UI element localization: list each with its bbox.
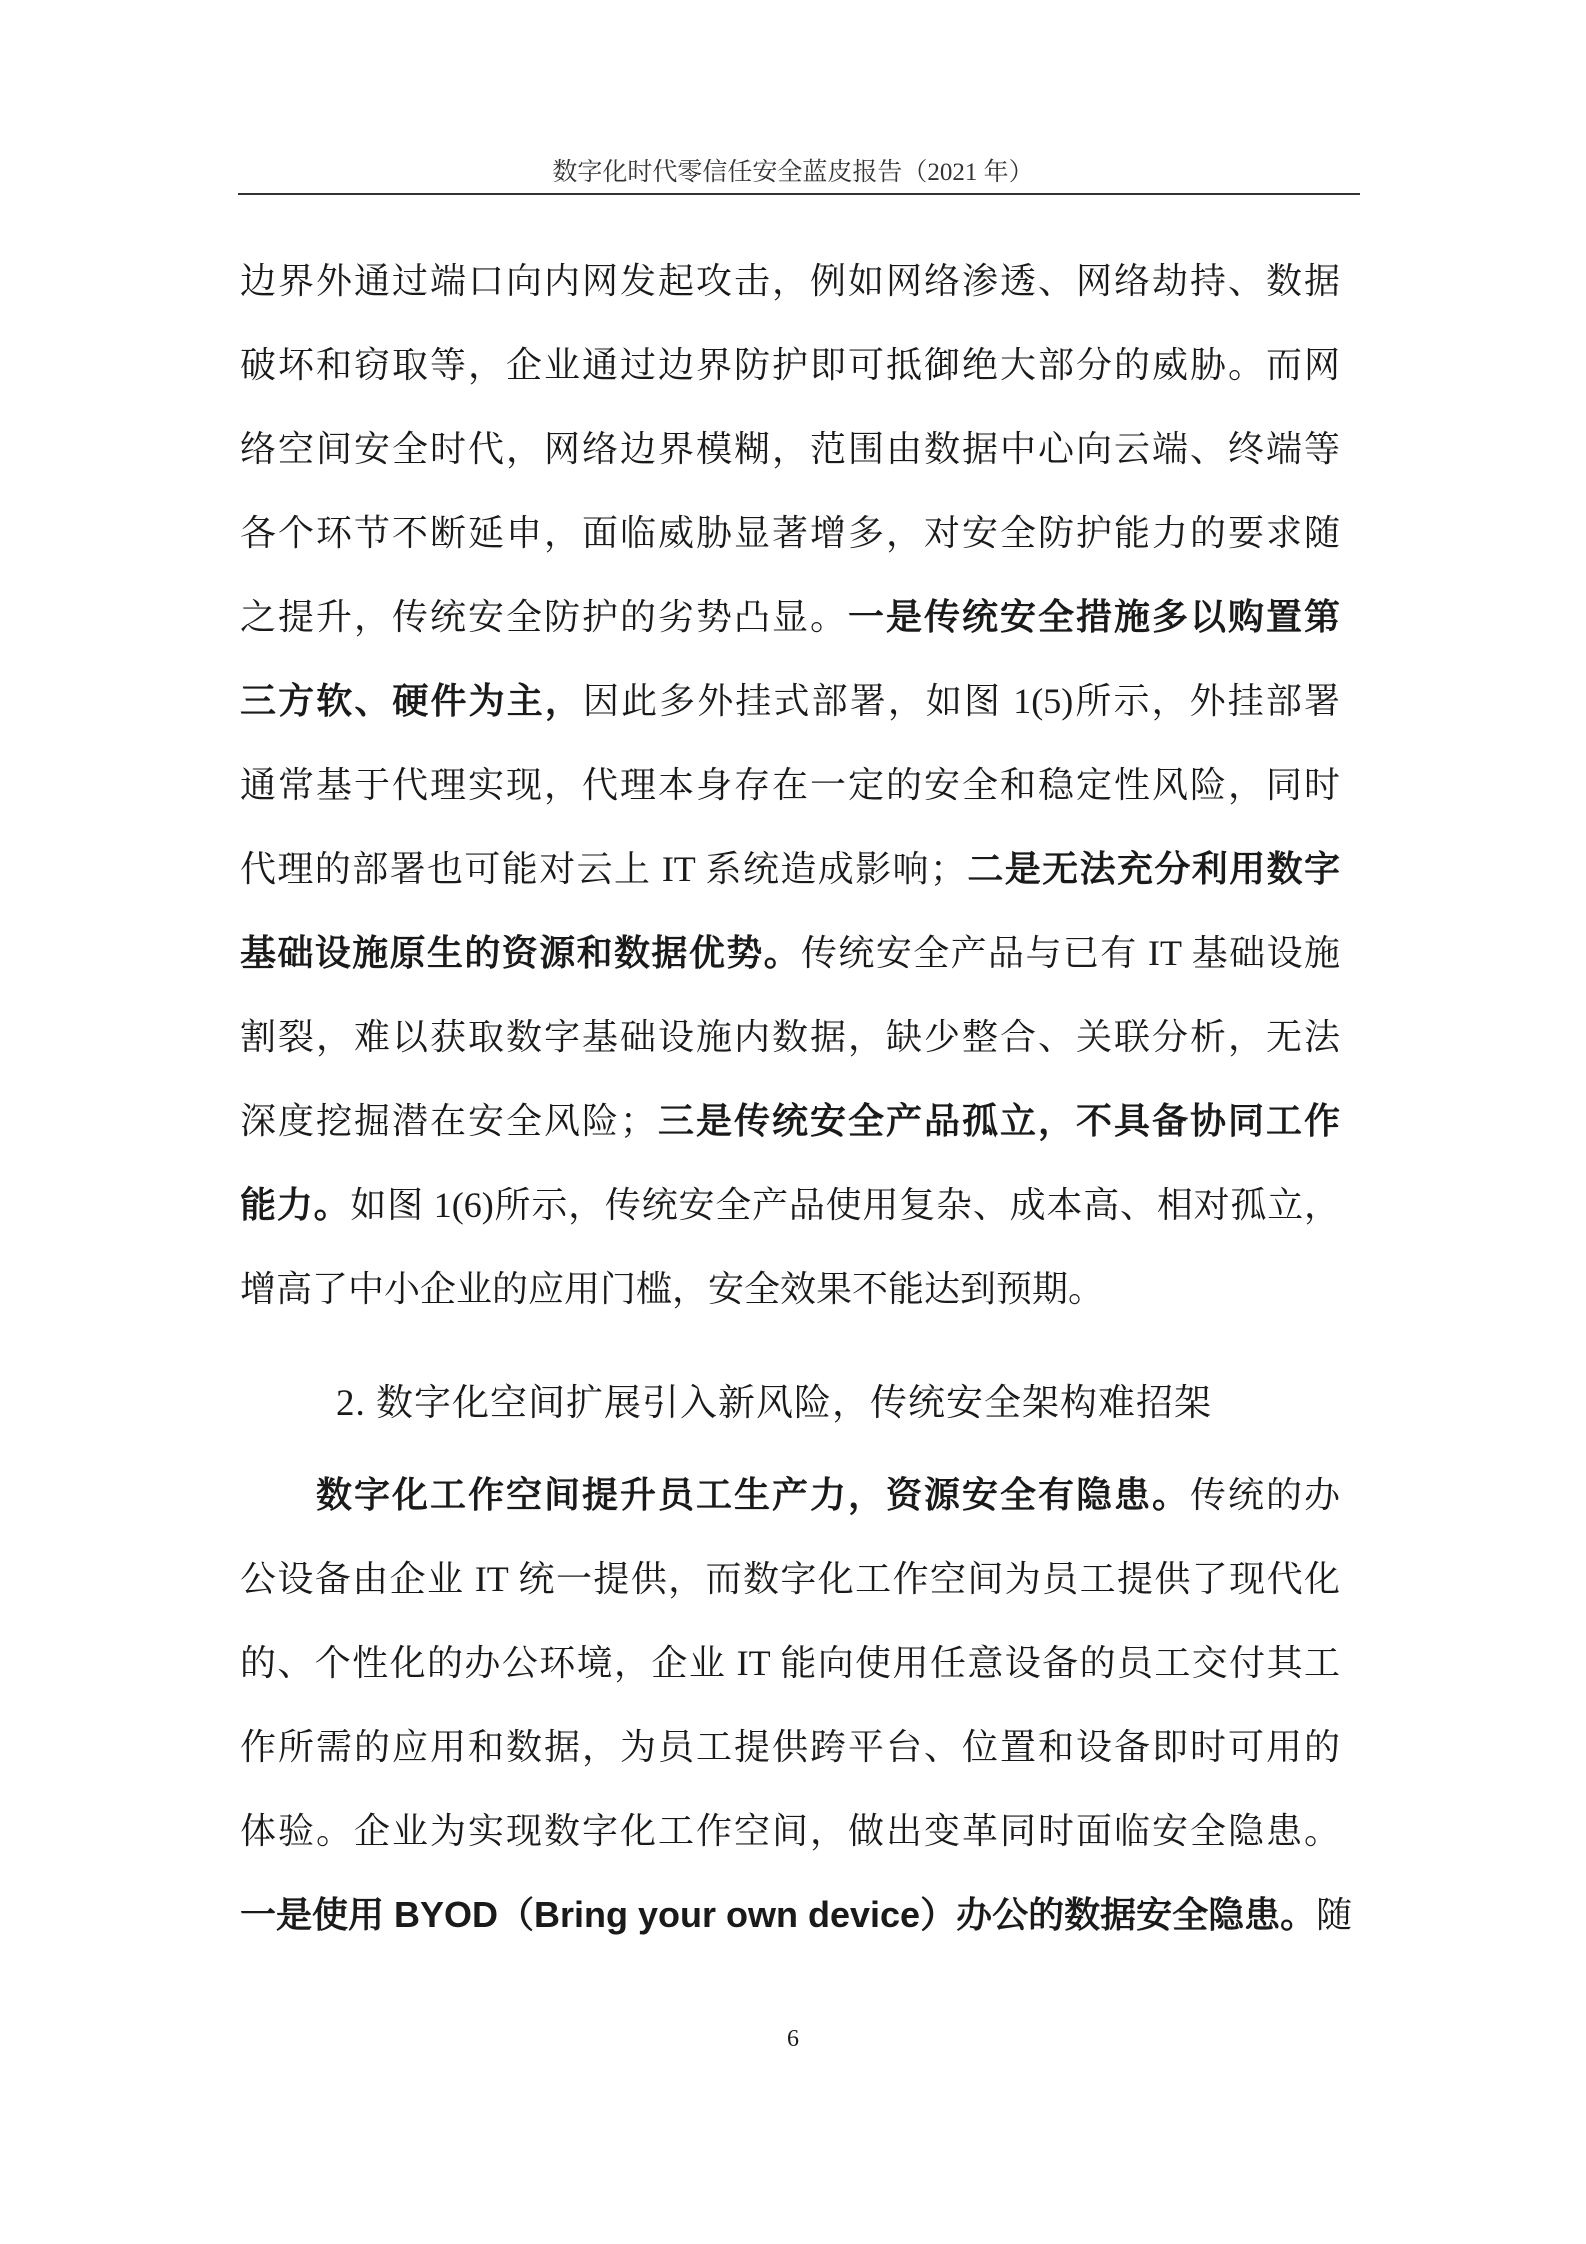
body-text: 深度挖掘潜在安全风险； — [240, 1101, 656, 1141]
text-line — [240, 1621, 1340, 1705]
text-line — [240, 491, 1340, 575]
bold-text: 三方软、硬件为主， — [240, 680, 583, 721]
text-line — [240, 1163, 1340, 1247]
body-text: 代理的部署也可能对云上 IT 系统造成影响； — [240, 849, 966, 889]
body-text: 通常基于代理实现，代理本身存在一定的安全和稳定性风险，同时 — [240, 765, 1340, 805]
page-number: 6 — [787, 2026, 799, 2052]
text-line — [240, 407, 1340, 491]
body-text: 增高了中小企业的应用门槛，安全效果不能达到预期。 — [240, 1269, 1105, 1309]
text-line — [240, 743, 1340, 827]
text-line — [240, 1453, 1340, 1537]
body-text: 如图 1(6)所示，传统安全产品使用复杂、成本高、相对孤立， — [350, 1185, 1340, 1225]
text-line — [240, 1789, 1340, 1873]
running-header: 数字化时代零信任安全蓝皮报告（2021 年） — [552, 159, 1034, 186]
text-line — [240, 1873, 1353, 1957]
bold-text: 二是无法充分利用数字 — [965, 848, 1340, 889]
text-line — [240, 1705, 1340, 1789]
text-line — [240, 659, 1340, 743]
bold-text: 数字化工作空间提升员工生产力，资源安全有隐患。 — [316, 1474, 1190, 1515]
text-line — [240, 827, 1340, 911]
body-text: 体验。企业为实现数字化工作空间，做出变革同时面临安全隐患。 — [240, 1811, 1340, 1851]
body-text: 的、个性化的办公环境，企业 IT 能向使用任意设备的员工交付其工 — [240, 1643, 1340, 1683]
text-line — [240, 1247, 1340, 1331]
header-divider — [238, 193, 1360, 195]
paragraph-1 — [240, 239, 1340, 1331]
bold-text: 基础设施原生的资源和数据优势。 — [240, 932, 802, 973]
text-line — [240, 323, 1340, 407]
body-text: 络空间安全时代，网络边界模糊，范围由数据中心向云端、终端等 — [240, 429, 1340, 469]
body-text: 边界外通过端口向内网发起攻击，例如网络渗透、网络劫持、数据 — [240, 261, 1340, 301]
text-line — [240, 1537, 1340, 1621]
body-text: 之提升，传统安全防护的劣势凸显。 — [240, 597, 848, 637]
bold-text: 三是传统安全产品孤立，不具备协同工作 — [656, 1100, 1340, 1141]
body-text: 因此多外挂式部署，如图 1(5)所示，外挂部署 — [582, 681, 1340, 721]
body-text: 割裂，难以获取数字基础设施内数据，缺少整合、关联分析，无法 — [240, 1017, 1340, 1057]
text-line — [240, 911, 1340, 995]
body-text: 作所需的应用和数据，为员工提供跨平台、位置和设备即时可用的 — [240, 1727, 1340, 1767]
body-text: 传统安全产品与已有 IT 基础设施 — [801, 933, 1340, 973]
body-text: 破坏和窃取等，企业通过边界防护即可抵御绝大部分的威胁。而网 — [240, 345, 1340, 385]
body-text: 传统的办 — [1189, 1475, 1340, 1515]
paragraph-2 — [240, 1453, 1353, 1957]
body-text: 随 — [1316, 1895, 1353, 1935]
text-line — [240, 575, 1340, 659]
bold-text: 能力。 — [240, 1184, 351, 1225]
section-heading: 2. 数字化空间扩展引入新风险，传统安全架构难招架 — [336, 1383, 1212, 1424]
text-line — [240, 1079, 1340, 1163]
text-line — [240, 239, 1340, 323]
body-text: 各个环节不断延申，面临威胁显著增多，对安全防护能力的要求随 — [240, 513, 1340, 553]
bold-text: 一是使用 BYOD（Bring your own device）办公的数据安全隐患。 — [240, 1894, 1317, 1935]
bold-text: 一是传统安全措施多以购置第 — [847, 596, 1340, 637]
text-line — [240, 995, 1340, 1079]
body-text: 公设备由企业 IT 统一提供，而数字化工作空间为员工提供了现代化 — [240, 1559, 1340, 1599]
